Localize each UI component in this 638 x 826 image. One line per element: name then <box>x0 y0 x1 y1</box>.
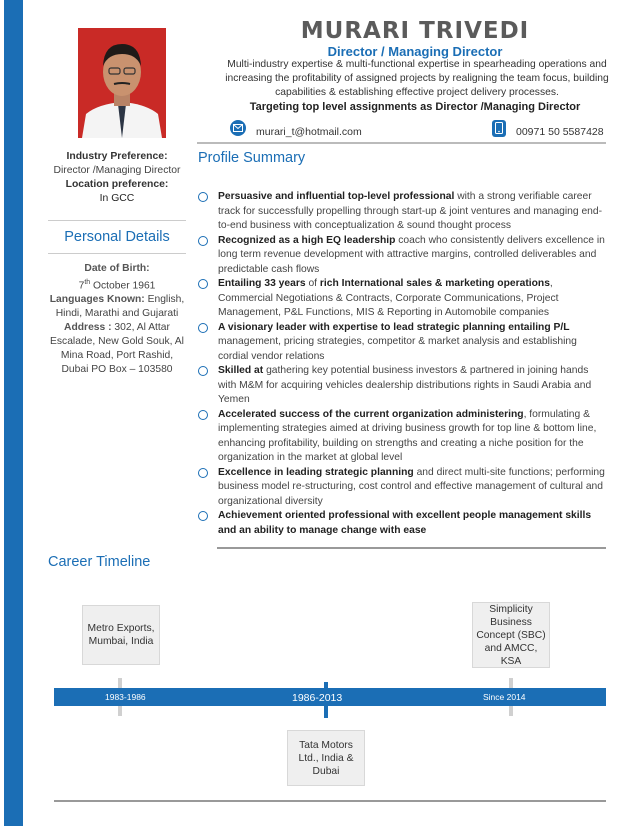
footer-divider <box>54 800 606 802</box>
dob-value: 7th October 1961 <box>78 279 156 292</box>
personal-details <box>48 262 186 377</box>
list-item: Accelerated success of the current organization administering, formulating & implementing strategies aimed at driving business growth for top line & bottom line, enhancing profitability, building on strengths and creating a niche position for the organization in the market at global level <box>198 408 608 466</box>
timeline-box-tata-motors: Tata Motors Ltd., India & Dubai <box>287 730 365 786</box>
circle-bullet-icon <box>198 323 208 333</box>
profile-photo <box>78 28 166 138</box>
list-item: Skilled at gathering key potential business investors & partnered in joining hands with M&M for acquiring vehicles dealership distributions rights in Saudi Arabia and Yemen <box>198 364 608 408</box>
list-item: Recognized as a high EQ leadership coach who consistently delivers excellence in long term revenue development with attractive margins, controlled deliverables and predictable cash flows <box>198 234 608 278</box>
timeline-label: 1986-2013 <box>292 692 343 704</box>
timeline-label: Since 2014 <box>483 692 526 702</box>
circle-bullet-icon <box>198 279 208 289</box>
list-item: Achievement oriented professional with excellent people management skills and an ability to manage change with ease <box>198 509 608 538</box>
header-divider <box>197 142 606 144</box>
list-item: Persuasive and influential top-level professional with a strong verifiable career track for successfully propelling through start-up & joint ventures and managing end-to-end business with conceptualization & sound thought process <box>198 190 608 234</box>
list-item: Entailing 33 years of rich International sales & marketing operations, Commercial Negotiations & Contracts, Corporate Communications, Project Management, P&L Functions, MIS & Reporting in Automobile companies <box>198 277 608 321</box>
target-line: Targeting top level assignments as Director /Managing Director <box>249 101 581 113</box>
circle-bullet-icon <box>198 236 208 246</box>
timeline-label: 1983-1986 <box>105 692 146 702</box>
candidate-title: Director / Managing Director <box>327 44 503 59</box>
timeline-box-simplicity: Simplicity Business Concept (SBC) and AMCC, KSA <box>472 602 550 668</box>
industry-value: Director /Managing Director <box>53 165 181 176</box>
address: Address : 302, Al Attar Escalade, New Gold Souk, Al Mina Road, Port Rashid, Dubai PO Box – 103580 <box>50 322 184 376</box>
circle-bullet-icon <box>198 511 208 521</box>
location-value: In GCC <box>99 193 135 204</box>
personal-details-heading: Personal Details <box>64 229 170 245</box>
circle-bullet-icon <box>198 366 208 376</box>
mobile-phone-icon <box>492 120 506 137</box>
email-contact[interactable] <box>230 118 362 138</box>
preferences-block <box>48 150 186 206</box>
languages: Languages Known: English, Hindi, Marathi and Gujarati <box>49 294 185 320</box>
profile-divider <box>217 547 606 549</box>
timeline-box-metro-exports: Metro Exports, Mumbai, India <box>82 605 160 665</box>
career-timeline-heading: Career Timeline <box>48 554 151 570</box>
dob-label: Date of Birth: <box>84 263 150 274</box>
email-address[interactable]: murari_t@hotmail.com <box>256 126 362 138</box>
phone-number[interactable]: 00971 50 5587428 <box>516 126 604 138</box>
circle-bullet-icon <box>198 192 208 202</box>
circle-bullet-icon <box>198 468 208 478</box>
location-label: Location preference: <box>65 179 169 190</box>
list-item: Excellence in leading strategic planning and direct multi-site functions; performing business model re-structuring, cost control and effective management of cultural and organizational diversity <box>198 466 608 510</box>
envelope-icon <box>230 120 246 136</box>
phone-contact[interactable] <box>492 118 604 138</box>
candidate-name: MURARI TRIVEDI <box>300 18 530 44</box>
sidebar-divider <box>48 220 186 221</box>
profile-bullets <box>198 190 608 538</box>
list-item: A visionary leader with expertise to lead strategic planning entailing P/L management, pricing strategies, competitor & market analysis and establishing cordial vendor relations <box>198 321 608 365</box>
profile-summary-heading: Profile Summary <box>198 150 306 166</box>
circle-bullet-icon <box>198 410 208 420</box>
left-accent-bar <box>4 0 23 826</box>
industry-label: Industry Preference: <box>66 151 168 162</box>
personal-divider <box>48 253 186 254</box>
headline-summary: Multi-industry expertise & multi-functional expertise in spearheading operations and increasing the profitability of assigned projects by realigning the team focus, building capabilities & establishing effective project delivery processes. <box>225 59 609 98</box>
